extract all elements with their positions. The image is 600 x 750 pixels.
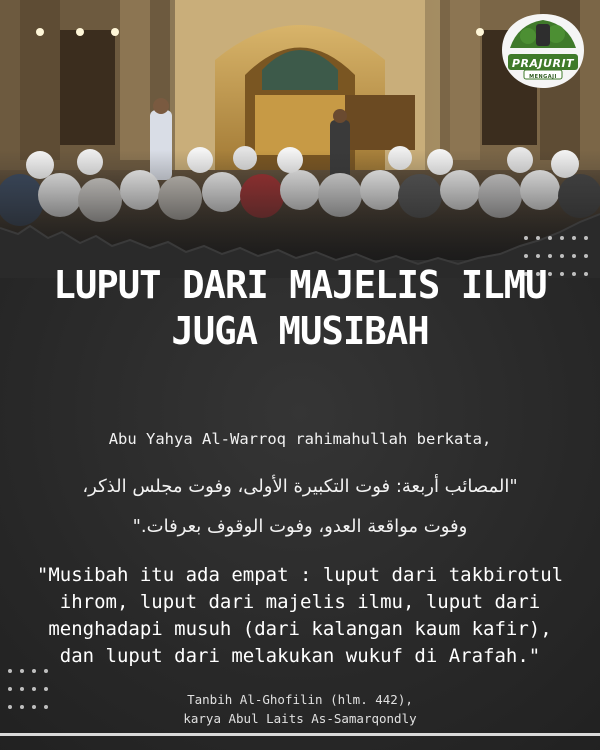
title-line-2: JUGA MUSIBAH xyxy=(171,309,429,353)
arabic-quote-line-1: "المصائب أربعة: فوت التكبيرة الأولى، وفوت مجلس الذكر، xyxy=(82,476,518,497)
arabic-quote-line-2: وفوت مواقعة العدو، وفوت الوقوف بعرفات." xyxy=(132,516,468,537)
source-line-2: karya Abul Laits As-Samarqondly xyxy=(183,711,417,726)
translation-line-3: menghadapi musuh (dari kalangan kaum kafir), xyxy=(48,618,552,640)
decorative-dots-bottom xyxy=(4,665,64,717)
poster-title xyxy=(26,262,575,354)
translation-line-4: dan luput dari melakukan wukuf di Arafah." xyxy=(59,645,541,667)
translation-quote xyxy=(22,562,578,670)
bottom-divider xyxy=(0,733,600,736)
source-reference xyxy=(80,690,520,728)
translation-line-1: "Musibah itu ada empat : luput dari takbirotul xyxy=(36,564,564,586)
prajurit-mengaji-logo xyxy=(498,10,588,92)
intro-text: Abu Yahya Al-Warroq rahimahullah berkata, xyxy=(108,430,492,448)
logo-tagline: MENGAJI xyxy=(529,74,557,80)
source-line-1: Tanbih Al-Ghofilin (hlm. 442), xyxy=(187,692,413,707)
title-line-1: LUPUT DARI MAJELIS ILMU xyxy=(53,263,547,307)
logo-name: PRAJURIT xyxy=(511,57,575,70)
translation-line-2: ihrom, luput dari majelis ilmu, luput dari xyxy=(59,591,541,613)
